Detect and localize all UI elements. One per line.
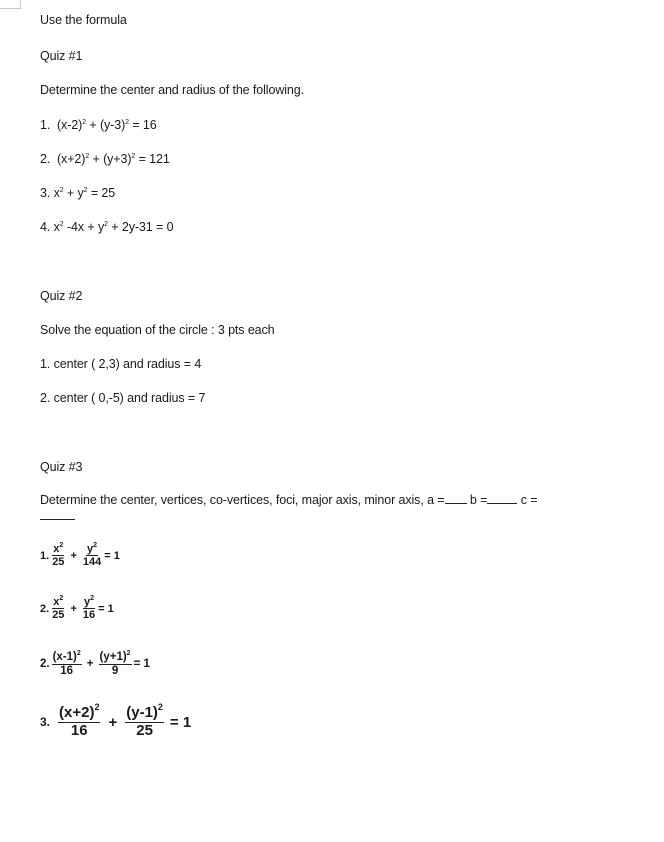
ellipse-equation-1: 1. $\frac{x^2}{25}$ + $\frac{y^2}{144}$ = 1 [40,542,120,569]
quiz1-item-3: 3. $x^2 + y^2 = 25$ [40,186,116,200]
quiz2-instruction: Solve the equation of the circle : 3 pts each [40,323,275,337]
quiz1-item-2: 2. $(x+2)^2 + (y+3)^2 = 121$ [40,152,170,166]
quiz1-item-1: 1. $(x-2)^2 + (y-3)^2 = 16$ [40,118,157,132]
quiz1-title: Quiz #1 [40,49,83,63]
ellipse-equation-2: 2. $\frac{x^2}{25}$ + $\frac{y^2}{16}$ = 1 [40,595,114,622]
fraction: $\frac{y^2}{144}$ [82,542,102,569]
quiz1-item-4: 4. $x^2$ $-4x + y^2 + 2y-31 = 0$ [40,220,174,234]
quiz2-item-2: 2. center ( 0,-5) and radius = 7 [40,391,206,405]
b-blank [487,502,517,504]
quiz3-title: Quiz #3 [40,460,83,474]
c-blank [40,519,75,520]
fraction: $\frac{(y+1)^2}{9}$ [99,650,131,677]
quiz2-title: Quiz #2 [40,289,83,303]
quiz1-instruction: Determine the center and radius of the following. [40,83,305,97]
fraction: $\frac{(y-1)^2}{25}$ [126,702,163,739]
quiz3-instruction: Determine the center, vertices, co-vertices, foci, major axis, minor axis, a = b = c = [40,493,538,507]
intro-text: Use the formula [40,13,127,27]
fraction: $\frac{(x+2)^2}{16}$ [59,702,100,739]
fraction: $\frac{x^2}{25}$ [52,542,65,569]
fraction: $\frac{(x-1)^2}{16}$ [52,650,81,677]
a-blank [445,502,467,504]
fraction: $\frac{x^2}{25}$ [52,595,65,622]
page-corner-mark [0,0,21,9]
ellipse-equation-4: 3. $\frac{(x+2)^2}{16}$ + $\frac{(y-1)^2}{25}$ = 1 [40,702,192,739]
fraction: $\frac{y^2}{16}$ [82,595,96,622]
quiz2-item-1: 1. center ( 2,3) and radius = 4 [40,357,202,371]
ellipse-equation-3: 2. $\frac{(x-1)^2}{16}$ + $\frac{(y+1)^2}{9}$ = 1 [40,650,150,677]
